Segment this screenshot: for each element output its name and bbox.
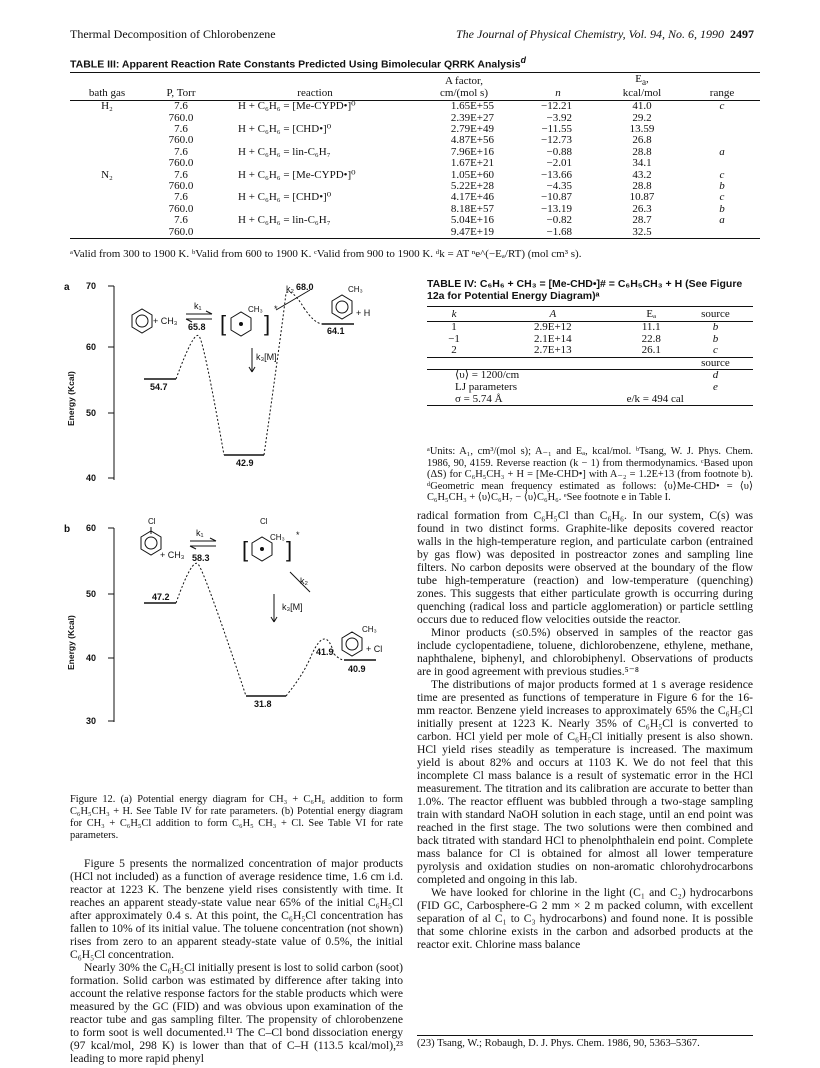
adduct-bracket-open-b: [	[242, 537, 249, 562]
t4-cell: 2.1E+14	[534, 332, 572, 345]
col-bath-gas: bath gas	[70, 88, 144, 101]
table-row	[70, 101, 760, 113]
table-cell: H + C₆H₆ = [CHD•]⁰	[238, 123, 332, 135]
tick-b-label-30: 30	[86, 716, 97, 726]
adduct-cl-b: Cl	[260, 517, 268, 526]
figure12	[64, 268, 409, 788]
table-cell	[70, 227, 144, 239]
tick-a-label-60: 60	[86, 342, 97, 352]
t4-cell: c	[713, 344, 718, 357]
table-cell: 8.18E+57	[450, 202, 494, 215]
table-cell	[70, 124, 144, 135]
table-cell: 7.6	[174, 123, 188, 135]
table-cell: c	[719, 168, 725, 181]
table-cell: 760.0	[168, 180, 194, 193]
paragraph: radical formation from C₆H₅Cl than C₆H₆. In our system, C(s) was found in two distinct forms. Graphite-like deposits covered reactor walls in the high-temperature region, and particulate carbon (entrained by gas flow) was deposited in postreactor zones and sampling line filters. No carbon deposits were observed at the boundary of the flow tube high-temperature (reaction) and low-temperature (quenching) zones. This suggests that either particulate growth is occurring during quenching (radical loss and particle agglomeration) or particle settling occurs due to reduced flow velocities outside the reactor.	[417, 509, 753, 626]
table-cell: c	[719, 100, 725, 113]
product-h-a: + H	[356, 308, 371, 318]
paragraph: Figure 5 presents the normalized concentration of major products (HCl not included) as a function of average residence time, 1.6 cm i.d. reactor at 1223 K. The benzene yield rises consistently with time. It reaches an apparent steady-state value near 65% of the initial C₆H₅Cl after approximately 0.4 s. At this point, the C₆H₅Cl concentration has fallen to 10% of its initial value. The toluene concentration (not shown) rises from zero to an apparent steady-state value of 0.5%, the initial C₆H₅Cl concentration.	[70, 857, 403, 961]
tick-b-label-50: 50	[86, 589, 97, 599]
table-cell: 1.05E+60	[450, 168, 494, 181]
table-cell: H + C₆H₆ = lin-C₆H₇	[238, 145, 331, 158]
table-cell: H₂	[101, 100, 113, 113]
table-cell: 32.5	[600, 227, 684, 239]
table-cell: −13.19	[541, 202, 572, 215]
col-n: n	[516, 88, 600, 101]
table-cell	[684, 227, 760, 239]
table-cell: −11.55	[541, 123, 572, 135]
k2-label-b: k₂	[300, 576, 308, 586]
ts1-level-a: 65.8	[188, 322, 206, 332]
adduct-bracket-close-a: ]	[264, 311, 271, 336]
table3-title-text: TABLE III: Apparent Reaction Rate Constants Predicted Using Bimolecular QRRK Analysis	[70, 58, 521, 71]
table-cell: H + C₆H₆ = [Me-CYPD•]⁰	[238, 100, 356, 113]
t4-col-source: source	[678, 307, 753, 322]
product-ch3-a: CH₃	[348, 285, 363, 294]
paragraph: We have looked for chlorine in the light (C₁ and C₂) hydrocarbons (FID GC, Carbosphere-G 2 mm × 2 m packed column, with excellent separation of al C₁ to C₃ hydrocarbons) and found none. It is possible that some chlorine exists in the carbon and adsorbed products at the reactor exit. Chlorine mass balance	[417, 886, 753, 951]
table-cell	[684, 124, 760, 135]
table-cell: 28.8	[632, 145, 652, 158]
table-cell: −10.87	[541, 191, 572, 204]
ts2-level-b: 41.9	[316, 647, 334, 657]
table-cell	[70, 215, 144, 226]
table3-title	[70, 55, 760, 71]
table-cell	[218, 158, 412, 169]
col-reaction: reaction	[218, 88, 412, 101]
table-cell: 28.7	[632, 214, 652, 227]
table-cell: 41.0	[632, 100, 652, 113]
table-cell: 10.87	[629, 191, 655, 204]
t4-cell: 2.7E+13	[534, 344, 572, 357]
table-cell: 760.0	[168, 202, 194, 215]
k1-label-a: k₁	[194, 301, 202, 311]
panel-a-ylabel: Energy (Kcal)	[66, 371, 76, 426]
table-cell: H + C₆H₆ = [Me-CYPD•]⁰	[238, 168, 356, 181]
k1-label-b: k₁	[196, 528, 204, 538]
toluene-ring-a	[332, 295, 352, 319]
body-column-left	[70, 857, 403, 1065]
table-cell	[684, 113, 760, 124]
level-adduct-label-b: 31.8	[254, 699, 272, 709]
level-product-label-b: 40.9	[348, 664, 366, 674]
table-cell: 4.17E+46	[450, 191, 494, 204]
table-cell: 760.0	[168, 134, 194, 147]
table-cell	[70, 158, 144, 169]
k3m-label-a: k₃[M]	[256, 352, 277, 362]
k2-label-a: k₂	[286, 284, 294, 294]
header-title: Thermal Decomposition of Chlorobenzene	[70, 27, 276, 41]
t4-col-a: A	[481, 307, 625, 322]
col-a-factor-1: A factor,	[412, 73, 516, 89]
paragraph: Nearly 30% the C₆H₅Cl initially present is lost to solid carbon (soot) formation. Solid carbon was estimated by difference after taking into account the relative response factors for the stable products which were measured by the GC (FID) and was obvious upon examination of the reactor tube and gas sampling filter. The propensity of chlorobenzene to form soot is well documented.¹¹ The C–Cl bond dissociation energy (97 kcal/mol, 298 K) is lower than that of C–H (113.5 kcal/mol),²³ leading to more rapid phenyl	[70, 961, 403, 1065]
table-cell: −12.73	[541, 134, 572, 147]
table-cell	[70, 204, 144, 215]
table3-body	[70, 101, 760, 239]
table-cell	[70, 113, 144, 124]
chlorobenzene-ring-b	[141, 531, 161, 555]
level-reactant-label-b: 47.2	[152, 592, 170, 602]
ts1-level-b: 58.3	[192, 553, 210, 563]
panel-a	[64, 281, 370, 483]
table-cell	[70, 192, 144, 203]
table-cell: 26.8	[632, 134, 652, 147]
panel-b-label: b	[64, 524, 71, 535]
journal-citation: The Journal of Physical Chemistry, Vol. 94, No. 6, 1990	[456, 27, 724, 41]
reactant-ch3-a: + CH₃	[153, 316, 178, 326]
table-cell: H + C₆H₆ = lin-C₆H₇	[238, 214, 331, 227]
product-ch3-b: CH₃	[362, 625, 377, 634]
adduct-bracket-close-b: ]	[286, 537, 293, 562]
reaction-path-b	[176, 563, 344, 696]
table-cell: a	[719, 145, 725, 158]
t4-extra-src: e	[713, 380, 718, 393]
t4-extra: e/k = 494 cal	[625, 394, 753, 406]
panel-b-ylabel: Energy (Kcal)	[66, 615, 76, 670]
col-ea-1: $E_a$,	[600, 73, 684, 89]
tick-a-label-70: 70	[86, 281, 97, 291]
t4-cell: 2.9E+12	[534, 321, 572, 333]
reactant-ch3-b: + CH₃	[160, 550, 185, 560]
table-cell	[70, 181, 144, 192]
t4-cell: 2	[451, 344, 457, 357]
table-cell: −1.68	[516, 227, 600, 239]
table-cell: 5.22E+28	[450, 180, 494, 193]
t4-cell: 22.8	[641, 332, 661, 345]
table-cell: 1.65E+55	[450, 100, 494, 113]
t4-extra: ⟨υ⟩ = 1200/cm	[427, 370, 625, 382]
adduct-star-b: *	[296, 530, 300, 540]
benzene-ring-a	[132, 309, 152, 333]
col-pressure: P, Torr	[144, 88, 218, 101]
table-cell	[70, 147, 144, 158]
col-a-factor-2: cm/(mol s)	[412, 88, 516, 101]
table-cell: 2.39E+27	[450, 111, 494, 124]
adduct-bracket-open-a: [	[220, 311, 227, 336]
paragraph: Minor products (≤0.5%) observed in samples of the reactor gas include cyclopentadiene, toluene, dichlorobenzene, ethylene, methane, naphthalene, biphenyl, and chlorobiphenyl. Observations of products are in good agreement with previous studies.⁵⁻⁸	[417, 626, 753, 678]
col-range: range	[684, 88, 760, 101]
table-cell: 9.47E+19	[412, 227, 516, 239]
table-row	[70, 158, 760, 169]
table-cell: −13.66	[541, 168, 572, 181]
t4-cell: −1	[448, 332, 460, 345]
table3	[70, 72, 760, 239]
t4-cell: b	[712, 332, 719, 345]
table-cell: 760.0	[144, 227, 218, 239]
product-cl-b: + Cl	[366, 644, 383, 654]
table-cell: b	[719, 180, 725, 193]
table-cell: 7.6	[174, 100, 188, 113]
ts2-level-a: 68.0	[296, 282, 314, 292]
table4-title: TABLE IV: C₆H₆ + CH₃ = [Me-CHD•]# = C₆H₅CH₃ + H (See Figure 12a for Potential Energy Diagram)ᵃ	[427, 278, 743, 302]
table4-footnote: ᵃUnits: A₁, cm³/(mol s); A₋₁ and Eₐ, kcal/mol. ᵇTsang, W. J. Phys. Chem. 1986, 90, 4159. Reverse reaction (k − 1) from thermodynamics. ᶜBased upon (ΔS) for C₆H₅CH₃ + H = [Me-CHD•] with A₋₂ = 1.2E+13 (from footnote b). ᵈGeometric mean frequency estimated as follows: ⟨υ⟩Me-CHD• = ⟨υ⟩C₆H₅CH₃ + ⟨υ⟩C₆H₇ − ⟨υ⟩C₆H₆. ᵉSee footnote e in Table I.	[427, 446, 753, 504]
table3-title-sup: d	[520, 55, 526, 65]
table-cell: −4.35	[546, 180, 572, 193]
t4-cell: 1	[451, 321, 457, 333]
table-cell: −0.82	[546, 214, 572, 227]
tick-b-label-40: 40	[86, 653, 97, 663]
table3-footnote: ᵃValid from 300 to 1900 K. ᵇValid from 600 to 1900 K. ᶜValid from 900 to 1900 K. ᵈk = AT ⁿe^(−Eₐ/RT) (mol cm³ s).	[70, 248, 582, 260]
table-cell: 7.6	[174, 168, 188, 181]
t4-extra-src: d	[678, 370, 753, 382]
t4-col-k: k	[427, 307, 481, 322]
toluene-ring-b	[342, 632, 362, 656]
level-reactant-label-a: 54.7	[150, 382, 168, 392]
table-cell: 28.8	[632, 180, 652, 193]
tick-a-label-40: 40	[86, 473, 97, 483]
table-cell: b	[719, 202, 725, 215]
table-cell: c	[719, 191, 725, 204]
k3m-label-b: k₃[M]	[282, 602, 303, 612]
table4	[427, 306, 753, 406]
panel-b	[64, 517, 382, 726]
table-cell: 34.1	[632, 157, 652, 170]
level-adduct-label-a: 42.9	[236, 458, 254, 468]
table-cell: 7.6	[174, 145, 188, 158]
table-cell: 2.79E+49	[450, 123, 494, 135]
t4-cell: b	[712, 321, 719, 333]
table-cell: 43.2	[632, 168, 652, 181]
table-row	[70, 227, 760, 239]
table-cell: 1.67E+21	[450, 157, 494, 170]
adduct-ch3-a: CH₃	[248, 305, 263, 314]
table-cell: 760.0	[168, 157, 194, 170]
table-cell: 760.0	[168, 111, 194, 124]
header-journal	[456, 27, 754, 42]
table-cell: −3.92	[546, 111, 572, 124]
table-cell: −12.21	[541, 100, 572, 113]
t4-source-header: source	[678, 357, 753, 370]
page-number: 2497	[730, 27, 754, 41]
table-cell: 7.96E+16	[450, 145, 494, 158]
adduct-ch3-b: CH₃	[270, 533, 285, 542]
table-cell	[218, 227, 412, 239]
table-cell: H + C₆H₆ = [CHD•]⁰	[238, 191, 332, 204]
adduct-ring-a	[231, 312, 251, 336]
table-cell: 26.3	[632, 202, 652, 215]
t4-cell: 26.1	[641, 344, 661, 357]
figure12-caption: Figure 12. (a) Potential energy diagram for CH₃ + C₆H₆ addition to form C₆H₅CH₃ + H. See Table IV for rate parameters. (b) Potential energy diagram for CH₃ + C₆H₅Cl addition to form C₆H₅ CH₃ + Cl. See Table VI for rate parameters.	[70, 794, 403, 841]
t4-extra: σ = 5.74 Å	[427, 394, 625, 406]
table-cell	[684, 158, 760, 169]
table-cell: 7.6	[174, 214, 188, 227]
table-cell: 29.2	[632, 111, 652, 124]
paragraph: The distributions of major products formed at 1 s average residence time are presented as functions of temperature in Figure 6 for the 16-mm reactor. Benzene yield increases to approximately 65% the C₆H₅Cl initially present at 1223 K. Nearly 35% of C₆H₅Cl is converted to carbon. HCl yield per mole of C₆H₅Cl initially present is also shown. HCl yield rises steadily as temperature is increased. The maximum yield is about 82% and occurs at 1103 K. We do not feel that this incomplete Cl mass balance is a result of systematic error in the HCl measurement. The titration and its calibration are accurate to better than 1.0%. The reactor effluent was bubbled through a two-stage sampling train with standard NaOH solution in each stage, until an end point was reached in the first stage. The two solutions were then combined and back titrated with standard HCl to phenolphthalein end point. Complete mass balance for Cl is obtained for almost all lower temperature pyrolysis and oxidation studies on non-aromatic chlorohydrocarbons completed and ongoing in this lab.	[417, 678, 753, 886]
adduct-ring-b	[252, 537, 272, 561]
panel-a-label: a	[64, 282, 70, 293]
table-cell: 7.6	[174, 191, 188, 204]
tick-b-label-60: 60	[86, 523, 97, 533]
reactant-cl-b: Cl	[148, 517, 156, 526]
table-cell: −2.01	[546, 157, 572, 170]
table-cell: a	[719, 214, 725, 227]
table-row	[70, 215, 760, 226]
t4-cell: 11.1	[641, 321, 661, 333]
t4-col-ea: Eₐ	[625, 307, 678, 322]
table-cell: 4.87E+56	[450, 134, 494, 147]
footnote-reference: (23) Tsang, W.; Robaugh, D. J. Phys. Chem. 1986, 90, 5363–5367.	[417, 1035, 753, 1049]
table-cell: −0.88	[546, 145, 572, 158]
tick-a-label-50: 50	[86, 408, 97, 418]
level-product-label-a: 64.1	[327, 326, 345, 336]
adduct-star-a: *	[274, 304, 278, 314]
table-cell	[70, 135, 144, 146]
table-cell: 5.04E+16	[450, 214, 494, 227]
col-ea-2: kcal/mol	[600, 88, 684, 101]
table-cell: 13.59	[629, 123, 655, 135]
t4-extra: LJ parameters	[455, 380, 517, 393]
body-column-right	[417, 509, 753, 951]
table-cell: N₂	[101, 168, 113, 181]
